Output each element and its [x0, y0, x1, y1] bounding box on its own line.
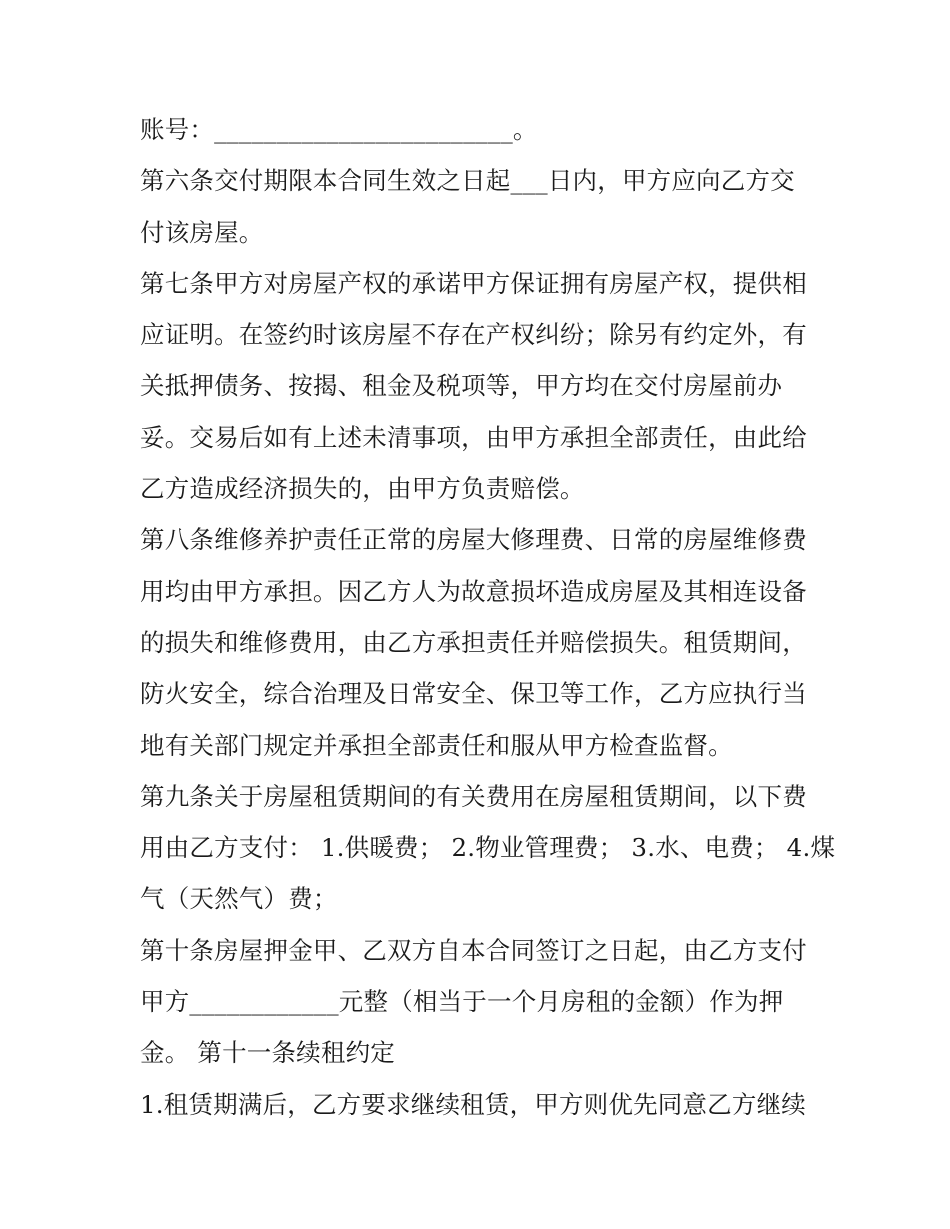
- text-line-article-10-b: 甲方____________元整（相当于一个月房租的金额）作为押: [140, 987, 784, 1017]
- text-line-article-7-c: 关抵押债务、按揭、租金及税项等，甲方均在交付房屋前办: [140, 371, 783, 401]
- text-line-article-7-e: 乙方造成经济损失的，由甲方负责赔偿。: [140, 474, 585, 504]
- text-line-article-7-d: 妥。交易后如有上述未清事项，由甲方承担全部责任，由此给: [140, 422, 807, 452]
- text-line-article-6-b: 付该房屋。: [140, 217, 264, 247]
- text-line-account: 账号：________________________。: [140, 115, 538, 144]
- text-line-article-7-b: 应证明。在签约时该房屋不存在产权纠纷；除另有约定外，有: [140, 320, 807, 350]
- text-line-article-6-a: 第六条交付期限本合同生效之日起___日内，甲方应向乙方交: [140, 166, 795, 196]
- text-line-article-8-d: 防火安全，综合治理及日常安全、保卫等工作，乙方应执行当: [140, 679, 807, 709]
- text-line-article-8-a: 第八条维修养护责任正常的房屋大修理费、日常的房屋维修费: [140, 525, 807, 555]
- text-line-article-10-a: 第十条房屋押金甲、乙双方自本合同签订之日起，由乙方支付: [140, 935, 807, 965]
- contract-text: [140, 104, 836, 1130]
- text-line-article-11-a: 1.租赁期满后，乙方要求继续租赁，甲方则优先同意乙方继续: [140, 1089, 806, 1119]
- text-line-article-9-b: 用由乙方支付： 1.供暖费； 2.物业管理费； 3.水、电费； 4.煤: [140, 833, 836, 863]
- text-line-article-7-a: 第七条甲方对房屋产权的承诺甲方保证拥有房屋产权，提供相: [140, 268, 807, 298]
- text-line-article-10-c: 金。 第十一条续租约定: [140, 1038, 395, 1068]
- text-line-article-9-c: 气（天然气）费；: [140, 884, 338, 914]
- text-line-article-8-c: 的损失和维修费用，由乙方承担责任并赔偿损失。租赁期间，: [140, 627, 807, 657]
- text-line-article-8-e: 地有关部门规定并承担全部责任和服从甲方检查监督。: [140, 730, 733, 760]
- text-line-article-8-b: 用均由甲方承担。因乙方人为故意损坏造成房屋及其相连设备: [140, 576, 807, 606]
- text-line-article-9-a: 第九条关于房屋租赁期间的有关费用在房屋租赁期间，以下费: [140, 781, 807, 811]
